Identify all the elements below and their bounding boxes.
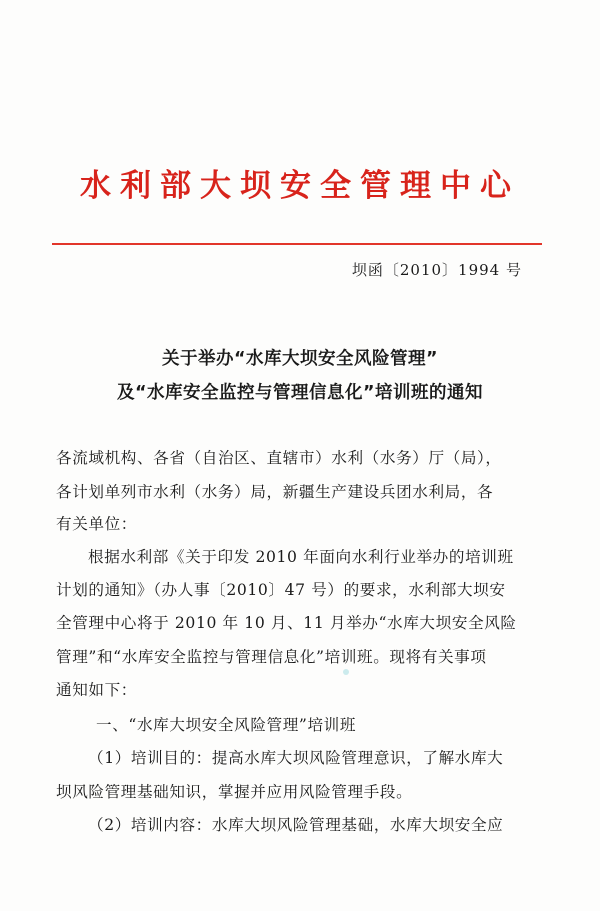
item-2-line-1: （2）培训内容：水库大坝风险管理基础，水库大坝安全应 xyxy=(88,816,504,834)
paragraph-1-line-2: 计划的通知》（办人事〔2010〕47 号）的要求，水利部大坝安 xyxy=(56,581,506,599)
paragraph-1-line-1: 根据水利部《关于印发 2010 年面向水利行业举办的培训班 xyxy=(88,548,514,566)
addressee-line-1: 各流域机构、各省（自治区、直辖市）水利（水务）厅（局）， xyxy=(56,449,502,467)
notice-title-line-2: 及“水库安全监控与管理信息化”培训班的通知 xyxy=(116,383,483,403)
section-1-heading: 一、“水库大坝安全风险管理”培训班 xyxy=(96,716,357,734)
document-number: 坝函〔2010〕1994 号 xyxy=(351,261,522,279)
item-1-line-2: 坝风险管理基础知识，掌握并应用风险管理手段。 xyxy=(56,783,413,801)
paragraph-1-line-4: 管理”和“水库安全监控与管理信息化”培训班。现将有关事项 xyxy=(56,648,487,666)
addressee-line-2: 各计划单列市水利（水务）局，新疆生产建设兵团水利局，各 xyxy=(56,483,494,501)
paragraph-1-line-5: 通知如下： xyxy=(56,681,137,699)
item-1-line-1: （1）培训目的：提高水库大坝风险管理意识，了解水库大 xyxy=(88,749,504,767)
addressee-line-3: 有关单位： xyxy=(56,515,137,533)
scan-artifact-dot xyxy=(343,669,349,675)
header-red-rule xyxy=(52,243,542,245)
issuing-organization-title: 水利部大坝安全管理中心 xyxy=(80,168,520,204)
notice-title-line-1: 关于举办“水库大坝安全风险管理” xyxy=(161,349,438,369)
paragraph-1-line-3: 全管理中心将于 2010 年 10 月、11 月举办“水库大坝安全风险 xyxy=(56,614,517,632)
